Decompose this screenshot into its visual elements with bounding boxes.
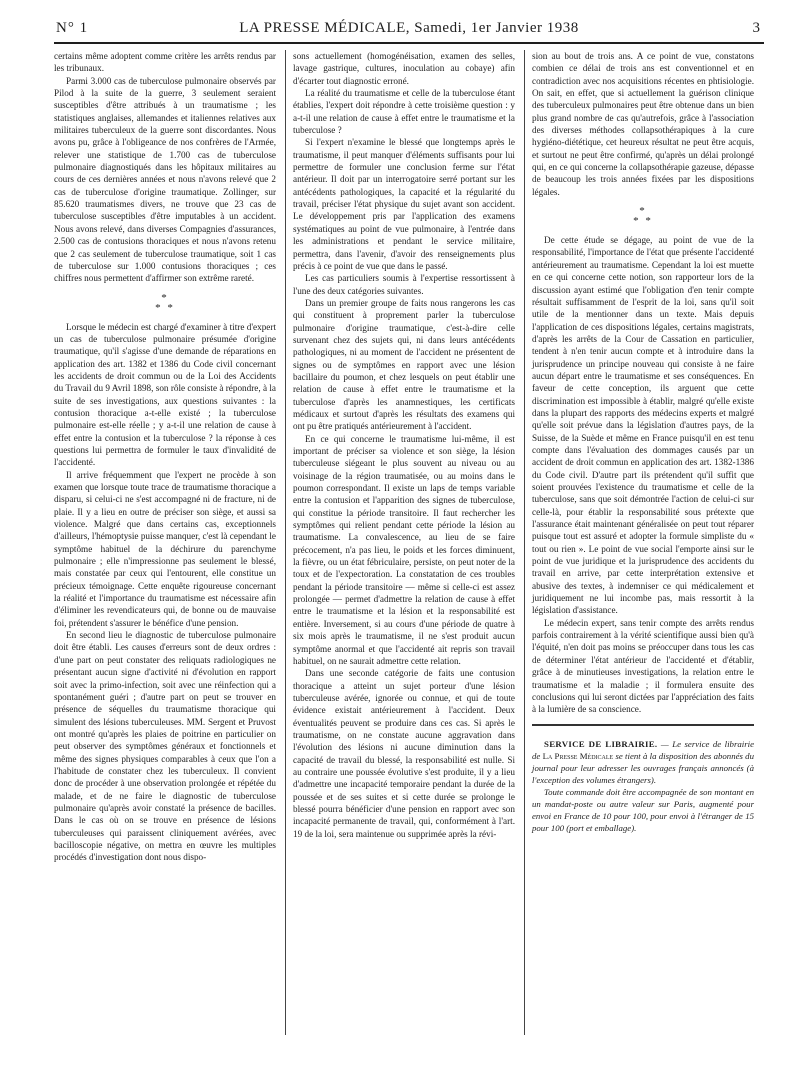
page-number: 3: [752, 20, 760, 36]
notice-text: Toute commande doit être accompagnée de son montant en un mandat-poste ou autre valeur sur Paris, augmenté pour envoi en France de 10 pour 100, pour envoi à l'étranger de 15 pour 100 (port et emballage).: [532, 786, 754, 834]
text-column-3: [532, 50, 754, 834]
paragraph: Les cas particuliers soumis à l'expertise ressortissent à l'une des deux catégories suivantes.: [293, 273, 515, 296]
text-column-2: [293, 50, 515, 840]
paragraph: sons actuellement (homogénéisation, examen des selles, lavage gastrique, cultures, inoculation au cobaye) afin d'écarter tout diagnostic erroné.: [293, 51, 515, 86]
notice-heading: SERVICE DE LIBRAIRIE.: [544, 738, 658, 749]
section-separator-stars: * * *: [633, 205, 653, 228]
paragraph: Dans un premier groupe de faits nous rangerons les cas qui constituent à proprement parler la tuberculose pulmonaire d'origine traumatique, c'est-à-dire celle survenant chez des sujets qui, ni dans leurs antécédents pathologiques, ni au moment de l'accident ne présentent de signes ou de symptômes en rapport avec une lésion bacillaire du poumon, et chez lesquels on peut établir une relation de cause à effet entre le traumatisme et la tuberculose d'après les anamnestiques, les certificats médicaux et surtout d'après les résultats des examens qui ont pu être pratiqués antérieurement à l'accident.: [293, 297, 515, 432]
paragraph: Le médecin expert, sans tenir compte des arrêts rendus parfois contrairement à la vérité scientifique aussi bien qu'à l'équité, n'en doit pas moins se préoccuper dans tous les cas de déterminer l'état antérieur de l'accidenté et d'établir, grâce à de minutieuses investigations, la relation entre le traumatisme et la maladie ; il formulera ensuite des conclusions qui lui seront dictées par l'appréciation des faits à la lumière de sa conscience.: [532, 617, 754, 715]
paragraph: En second lieu le diagnostic de tuberculose pulmonaire doit être établi. Les causes d'erreurs sont de deux ordres : d'une part on peut constater des reliquats radiologiques ne présentant aucun signe d'activité ni d'évolution en rapport soit avec la primo-infection, soit avec une réinfection qui a spontanément guéri ; d'autre part on peut se trouver en présence de séquelles du traumatisme thoracique qui simulent des lésions tuberculeuses. MM. Sergent et Pruvost ont montré qu'après les plaies de poitrine en particulier on peut observer des symptômes généraux et fonctionnels et même des signes physiques comparables à ceux que l'on a l'habitude de constater chez les tuberculeux. Il convient donc de procéder à une observation prolongée et répétée du malade, et de ne faire le diagnostic de tuberculose pulmonaire qu'après avoir constaté la présence de bacilles. Dans le cas où on se trouve en présence de lésions tuberculeuses qui paraissent cliniquement avérées, avec bacilloscopie négative, on mettra en œuvre les multiples procédés d'investigation dont nous dispo-: [54, 630, 276, 863]
paragraph: sion au bout de trois ans. A ce point de vue, constatons combien ce délai de trois ans est conventionnel et en contradiction avec nos acquisitions récentes en phtisiologie. On sait, en effet, que si actuellement la guérison clinique des tuberculeux pulmonaires peut être obtenue dans un bien plus grand nombre de cas qu'autrefois, grâce à l'association des diverses méthodes collapsothérapiques à la cure hygiéno-diététique, cet heureux résultat ne peut être acquis, et surtout ne peut être confirmé, qu'après un délai prolongé qui, en ce qui concerne la collapsothérapie gazeuse, dépasse de beaucoup les trois années fixées par les dispositions légales.: [532, 51, 754, 197]
paragraph: De cette étude se dégage, au point de vue de la responsabilité, l'importance de l'état que présente l'accidenté antérieurement au traumatisme. Cependant la loi est muette en ce qui concerne cette notion, son rapporteur lors de la discussion ayant estimé que l'obligation d'en tenir compte résultait suffisamment de l'esprit de la loi, sans qu'il soit utile de la mentionner dans un texte. Mais depuis l'application de ces dispositions légales, certains magistrats, d'après les arrêts de la Cour de Cassation en particulier, tendent à n'en tenir aucun compte et à introduire dans la jurisprudence un principe nouveau qui consiste à ne faire aucun départ entre le traumatisme et ses conséquences. En faveur de cette conception, ils arguent que cette discrimination est impossible à établir, malgré qu'elle existe dans la plupart des rapports des médecins experts et malgré qu'elle soit prévue dans la législation d'autres pays, de la Suisse, de la Suède et même en France puisqu'il en est tenu compte dans l'évaluation des dommages causés par un accident de droit commun en application des art. 1382-1386 du Code civil. D'autre part ils prétendent qu'il suffit que soient prouvées l'existence du traumatisme et celle de la tuberculose, sans que soit démontrée l'action de celui-ci sur celle-là, pour établir la responsabilité sous prétexte que l'assurance était maintenant généralisée on peut tout réparer puisque tout est assuré et adopter la formule simpliste du « tout ou rien ». Le point de vue social l'emporte ainsi sur le point de vue juridique et la jurisprudence des accidents du travail en arrive, par cette interprétation extensive et abusive des textes, à indemniser ce qui médicalement et juridiquement ne lui incombe pas, mais ressortit à la législation d'assistance.: [532, 235, 754, 616]
journal-name: La Presse Médicale: [542, 750, 614, 761]
page-header: [54, 20, 764, 44]
publication-title: LA PRESSE MÉDICALE, Samedi, 1er Janvier 1938: [239, 20, 579, 36]
text-column-1: [54, 50, 276, 864]
notice-text: — Le service de librairie de: [532, 738, 754, 761]
section-separator-stars: * * *: [155, 291, 175, 314]
paragraph: En ce qui concerne le traumatisme lui-même, il est important de préciser sa violence et son siège, la lésion tuberculeuse siégeant le plus souvent au niveau ou au voisinage de la région traumatisée, ou au moins dans le poumon correspondant. Il existe un laps de temps variable entre la contusion et l'apparition des signes de tuberculose, qui constitue la période transitoire. Il faut rechercher les symptômes qui relient pendant cette période la lésion au traumatisme. La convalescence, au lieu de se faire précocement, n'a pas lieu, le poids et les forces diminuent, la fièvre, ou un état fébriculaire, persiste, on peut noter de la toux et de l'expectoration. La constatation de ces troubles pendant la période transitoire — même si celle-ci est assez prolongée — permet d'admettre la relation de cause à effet entre le traumatisme et la lésion et la responsabilité est entière. Inversement, si au cours d'une période de quatre à six mois après le traumatisme, il ne s'est produit aucun symptôme anormal et que l'accidenté ait repris son travail habituel, on ne saurait admettre cette relation.: [293, 433, 515, 666]
paragraph: Lorsque le médecin est chargé d'examiner à titre d'expert un cas de tuberculose pulmonaire présumée d'origine traumatique, qu'il s'agisse d'une demande de réparations en application des art. 1382 et 1386 du Code civil concernant les accidents de droit commun ou de la Loi des Accidents du Travail du 9 Avril 1898, son rôle consiste à répondre, à la suite de ses investigations, aux questions suivantes : la contusion thoracique a-t-elle existé ; la tuberculose pulmonaire est-elle réelle ; y a-t-il une relation de cause à effet entre la contusion et la tuberculose ? la réponse à ces questions lui permettra de formuler le taux d'invalidité de l'accidenté.: [54, 321, 276, 468]
paragraph: Si l'expert n'examine le blessé que longtemps après le traumatisme, il peut manquer d'éléments suffisants pour lui permettre de formuler une conclusion ferme sur l'état antérieur. Il doit par un interrogatoire serré portant sur les antécédents pathologiques, la capacité et la régularité du travail, préciser l'état physique du sujet avant son accident. Le développement pris par l'application des examens systématiques au point de vue pulmonaire, à l'entrée dans les administrations et pendant le service militaire, permettra, dans l'avenir, d'avoir des renseignements plus précis à ce point de vue que dans le passé.: [293, 137, 515, 271]
paragraph: La réalité du traumatisme et celle de la tuberculose étant établies, l'expert doit répondre à cette troisième question : y a-t-il une relation de cause à effet entre le traumatisme et la tuberculose ?: [293, 88, 515, 136]
paragraph: Parmi 3.000 cas de tuberculose pulmonaire observés par Pilod à la suite de la guerre, 3 seulement seraient susceptibles d'être attribués à un traumatisme ; les statistiques anglaises, allemandes et italiennes relatives aux militaires tuberculeux de la guerre sont discordantes. Nous avons pu, grâce à l'obligeance de nos confrères de l'Armée, relever une statistique de 1.700 cas de tuberculose pulmonaire diagnostiqués dans les hôpitaux militaires au cours de ces dernières années et nous n'avons relevé que 2 cas de tuberculose d'origine traumatique. Zollinger, sur 85.620 traumatismes divers, ne trouve que 23 cas de tuberculose susceptibles d'être imputables à un accident. Nous avons relevé, dans diverses Compagnies d'assurances, 2.500 cas de contusions thoraciques et nous n'avons retenu que 2 cas seulement de tuberculose traumatique, soit 1 cas de tuberculose sur 1.000 contusions thoraciques ; ces chiffres nous permettent d'affirmer son extrême rareté.: [54, 75, 276, 284]
paragraph: Il arrive fréquemment que l'expert ne procède à son examen que lorsque toute trace de traumatisme thoracique a disparu, si celui-ci ne s'est accompagné ni de fracture, ni de plaie. Il y a lieu en outre de préciser son siège, et aussi sa violence. Malgré que dans certains cas, exceptionnels d'ailleurs, l'hémoptysie puisse manquer, c'est là cependant le symptôme habituel de la déchirure du parenchyme pulmonaire ; elle n'impressionne pas seulement le blessé, mais constatée par ceux qui l'entourent, elle constitue un précieux témoignage. Cette enquête rigoureuse concernant la réalité et l'importance du traumatisme est nécessaire afin d'éliminer les revendicateurs qui, de bonne ou de mauvaise foi, prétendent s'assurer le bénéfice d'une pension.: [54, 469, 276, 628]
paragraph: certains même adoptent comme critère les arrêts rendus par les tribunaux.: [54, 51, 276, 74]
notice-text: se tient à la disposition des abonnés du journal pour leur adresser les ouvrages français annoncés (à l'exception des volumes étrangers).: [532, 750, 754, 785]
bookstore-notice: [532, 738, 754, 835]
horizontal-rule: [532, 724, 754, 726]
paragraph: Dans une seconde catégorie de faits une contusion thoracique a atteint un sujet porteur d'une lésion tuberculeuse avérée, ignorée ou connue, et qui de toute évidence existait antérieurement à l'accident. Deux éventualités peuvent se produire dans ces cas. Si après le traumatisme, on ne constate aucune aggravation dans l'évolution des lésions ni aucune diminution dans la capacité de travail du blessé, la responsabilité est nulle. Si au contraire une poussée évolutive s'est produite, il y a lieu d'admettre une incapacité temporaire pendant la durée de la poussée et de ses suites et si cette durée se prolonge le blessé pourra bénéficier d'une pension en rapport avec son incapacité permanente de travail, qui, conformément à l'art. 19 de la loi, sera maintenue ou supprimée après la révi-: [293, 668, 515, 839]
column-divider: [524, 50, 525, 1035]
column-divider: [285, 50, 286, 1035]
issue-number: N° 1: [56, 20, 89, 36]
